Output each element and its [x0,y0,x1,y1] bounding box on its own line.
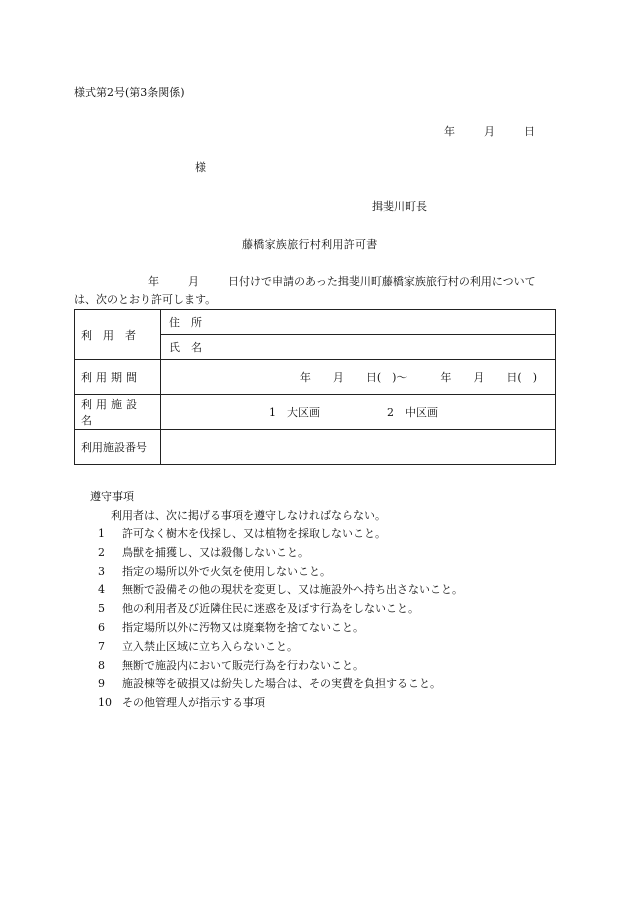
list-item [98,600,463,619]
rule-text: その他管理人が指示する事項 [122,696,265,710]
intro-text: 日付けで申請のあった揖斐川町藤橋家族旅行村の利用について [228,275,536,288]
list-item [98,638,463,657]
rule-text: 許可なく樹木を伐採し、又は植物を採取しないこと。 [122,527,386,540]
address-label: 住 所 [169,316,202,329]
issue-date [444,123,535,139]
rule-text: 鳥獣を捕獲し、又は殺傷しないこと。 [122,545,309,559]
facility-number-label: 利用施設番号 [75,430,161,465]
rule-text: 立入禁止区域に立ち入らないこと。 [122,639,298,653]
rule-number: 7 [98,639,105,653]
issuer-name: 揖斐川町長 [372,200,427,213]
rule-number: 1 [98,527,105,540]
facility-options[interactable] [161,395,556,430]
rule-number: 10 [98,696,112,710]
list-item [98,619,463,638]
notes-title: 遵守事項 [90,490,134,503]
addressee-suffix: 様 [195,161,206,174]
name-cell[interactable] [161,335,556,360]
date-day: 日 [524,125,535,138]
list-item [98,675,463,694]
rule-number: 4 [98,583,105,597]
list-item [98,694,463,713]
list-item [98,657,463,676]
intro-line-1 [148,273,536,289]
facility-row [75,395,556,430]
rule-number: 8 [98,658,105,672]
facility-number-row [75,430,556,465]
rule-number: 6 [98,620,105,634]
rule-text: 他の利用者及び近隣住民に迷惑を及ぼす行為をしないこと。 [122,602,419,616]
date-month: 月 [484,125,495,138]
form-number: 様式第2号(第3条関係) [74,86,185,99]
user-address-row [75,310,556,335]
name-label: 氏 名 [169,341,202,354]
facility-number-value[interactable] [161,430,556,465]
period-value[interactable]: 年 月 日( )～ 年 月 日( ) [161,360,556,395]
intro-month: 月 [188,275,199,288]
rule-text: 指定の場所以外で火気を使用しないこと。 [122,564,331,578]
period-label: 利用期間 [75,360,161,395]
rule-number: 5 [98,602,105,616]
date-year: 年 [444,125,455,138]
list-item [98,563,463,582]
list-item [98,525,463,544]
permit-table [74,309,556,465]
rule-text: 指定場所以外に汚物又は廃棄物を捨てないこと。 [122,620,364,634]
intro-year: 年 [148,275,159,288]
facility-option-medium: 2 中区画 [387,406,438,419]
document-title: 藤橋家族旅行村利用許可書 [242,238,378,251]
list-item [98,581,463,600]
list-item [98,544,463,563]
intro-line-2: は、次のとおり許可します。 [74,293,217,306]
facility-label: 利用施設名 [75,395,161,430]
user-label: 利 用 者 [75,310,161,360]
address-cell[interactable] [161,310,556,335]
rule-text: 無断で設備その他の現状を変更し、又は施設外へ持ち出さないこと。 [122,583,463,597]
rules-list [98,525,463,713]
facility-option-large: 1 大区画 [269,406,320,419]
notes-intro: 利用者は、次に掲げる事項を遵守しなければならない。 [111,509,386,522]
rule-number: 9 [98,677,105,691]
rule-text: 施設棟等を破損又は紛失した場合は、その実費を負担すること。 [122,677,441,691]
rule-number: 2 [98,545,105,559]
rule-number: 3 [98,564,105,578]
rule-text: 無断で施設内において販売行為を行わないこと。 [122,658,364,672]
period-row [75,360,556,395]
